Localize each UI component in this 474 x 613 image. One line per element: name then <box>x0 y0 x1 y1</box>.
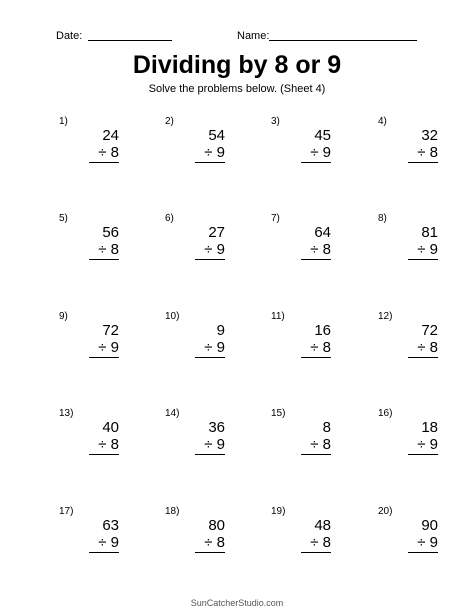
division-sign: ÷ <box>98 241 107 258</box>
problem-dividend: 40 <box>102 419 119 436</box>
problem-item <box>165 213 225 273</box>
problem-divisor-row <box>98 339 119 356</box>
division-sign: ÷ <box>98 534 107 551</box>
problem-divisor-row <box>204 534 225 551</box>
page-title: Dividing by 8 or 9 <box>132 51 342 79</box>
problem-divisor: 9 <box>429 241 438 258</box>
division-sign: ÷ <box>204 339 213 356</box>
problem-number: 7) <box>271 213 280 224</box>
problem-number: 14) <box>165 408 180 419</box>
name-label: Name: <box>237 30 270 42</box>
problem-dividend: 16 <box>314 322 331 339</box>
problem-dividend: 81 <box>421 224 438 241</box>
problem-divisor-row <box>310 339 331 356</box>
problem-item <box>165 311 225 371</box>
problem-number: 11) <box>271 311 285 322</box>
answer-line <box>301 454 331 455</box>
problem-dividend: 72 <box>102 322 119 339</box>
division-sign: ÷ <box>310 339 319 356</box>
problem-item <box>165 506 225 566</box>
division-sign: ÷ <box>204 144 213 161</box>
problem-dividend: 18 <box>421 419 438 436</box>
answer-line <box>408 454 438 455</box>
problem-divisor-row <box>310 534 331 551</box>
problem-divisor: 8 <box>322 534 331 551</box>
problem-dividend: 32 <box>421 127 438 144</box>
problem-item <box>378 311 438 371</box>
problem-dividend: 72 <box>421 322 438 339</box>
problem-dividend: 24 <box>102 127 119 144</box>
problem-dividend: 56 <box>102 224 119 241</box>
problem-divisor: 9 <box>216 241 225 258</box>
problem-number: 10) <box>165 311 180 322</box>
division-sign: ÷ <box>417 339 426 356</box>
problem-item <box>271 116 331 176</box>
problem-divisor: 8 <box>429 339 438 356</box>
problem-number: 13) <box>59 408 74 419</box>
problem-divisor-row <box>417 339 438 356</box>
problem-divisor: 9 <box>429 534 438 551</box>
problem-divisor: 9 <box>216 144 225 161</box>
problem-item <box>271 506 331 566</box>
answer-line <box>195 259 225 260</box>
problem-dividend: 63 <box>102 517 119 534</box>
answer-line <box>195 552 225 553</box>
division-sign: ÷ <box>204 534 213 551</box>
problem-number: 19) <box>271 506 286 517</box>
problem-divisor: 8 <box>110 436 119 453</box>
problem-number: 17) <box>59 506 74 517</box>
problem-number: 15) <box>271 408 286 419</box>
problem-divisor-row <box>310 144 331 161</box>
answer-line <box>301 552 331 553</box>
problem-item <box>378 116 438 176</box>
division-sign: ÷ <box>98 436 107 453</box>
problem-divisor-row <box>310 241 331 258</box>
problem-number: 16) <box>378 408 393 419</box>
problem-dividend: 48 <box>314 517 331 534</box>
problem-number: 4) <box>378 116 387 127</box>
division-sign: ÷ <box>310 144 319 161</box>
problem-item <box>378 408 438 468</box>
problem-dividend: 45 <box>314 127 331 144</box>
problem-divisor: 8 <box>110 241 119 258</box>
division-sign: ÷ <box>310 436 319 453</box>
problem-divisor-row <box>204 144 225 161</box>
footer-credit: SunCatcherStudio.com <box>190 598 284 608</box>
problem-divisor-row <box>417 534 438 551</box>
problem-divisor-row <box>417 144 438 161</box>
answer-line <box>301 259 331 260</box>
division-sign: ÷ <box>417 436 426 453</box>
answer-line <box>89 259 119 260</box>
problem-item <box>59 408 119 468</box>
problem-item <box>165 408 225 468</box>
division-sign: ÷ <box>417 144 426 161</box>
problem-dividend: 54 <box>208 127 225 144</box>
problem-dividend: 9 <box>216 322 225 339</box>
answer-line <box>89 454 119 455</box>
problem-number: 12) <box>378 311 393 322</box>
problem-divisor: 9 <box>110 534 119 551</box>
answer-line <box>195 162 225 163</box>
problem-divisor-row <box>417 241 438 258</box>
problem-divisor: 8 <box>429 144 438 161</box>
problem-item <box>271 408 331 468</box>
page-subtitle: Solve the problems below. (Sheet 4) <box>148 83 326 95</box>
problem-divisor-row <box>204 339 225 356</box>
date-field-line[interactable] <box>88 40 172 41</box>
problem-item <box>59 116 119 176</box>
answer-line <box>408 162 438 163</box>
problem-item <box>271 213 331 273</box>
division-sign: ÷ <box>98 339 107 356</box>
problem-item <box>378 213 438 273</box>
problem-divisor: 8 <box>216 534 225 551</box>
problem-dividend: 36 <box>208 419 225 436</box>
answer-line <box>89 357 119 358</box>
problem-dividend: 8 <box>322 419 331 436</box>
problem-divisor-row <box>98 534 119 551</box>
problem-divisor: 9 <box>216 436 225 453</box>
problem-number: 2) <box>165 116 174 127</box>
answer-line <box>195 454 225 455</box>
problem-number: 20) <box>378 506 393 517</box>
problem-dividend: 27 <box>208 224 225 241</box>
problem-divisor-row <box>204 241 225 258</box>
problem-item <box>59 311 119 371</box>
problem-number: 1) <box>59 116 68 127</box>
problem-divisor-row <box>417 436 438 453</box>
answer-line <box>408 357 438 358</box>
problem-item <box>378 506 438 566</box>
problem-dividend: 64 <box>314 224 331 241</box>
division-sign: ÷ <box>310 241 319 258</box>
problem-divisor-row <box>204 436 225 453</box>
answer-line <box>408 552 438 553</box>
problem-dividend: 90 <box>421 517 438 534</box>
problem-dividend: 80 <box>208 517 225 534</box>
division-sign: ÷ <box>310 534 319 551</box>
problem-item <box>165 116 225 176</box>
problem-item <box>59 506 119 566</box>
problem-divisor: 8 <box>322 339 331 356</box>
answer-line <box>408 259 438 260</box>
problem-divisor: 8 <box>110 144 119 161</box>
answer-line <box>301 162 331 163</box>
division-sign: ÷ <box>417 534 426 551</box>
problem-number: 8) <box>378 213 387 224</box>
problem-divisor: 9 <box>216 339 225 356</box>
problem-number: 5) <box>59 213 68 224</box>
problem-divisor: 9 <box>429 436 438 453</box>
problem-number: 6) <box>165 213 174 224</box>
problem-item <box>59 213 119 273</box>
division-sign: ÷ <box>204 436 213 453</box>
problem-divisor: 8 <box>322 436 331 453</box>
name-field-line[interactable] <box>269 40 417 41</box>
division-sign: ÷ <box>98 144 107 161</box>
problem-divisor-row <box>98 144 119 161</box>
date-label: Date: <box>56 30 83 42</box>
problem-divisor-row <box>310 436 331 453</box>
division-sign: ÷ <box>204 241 213 258</box>
problem-divisor: 8 <box>322 241 331 258</box>
problem-number: 18) <box>165 506 180 517</box>
answer-line <box>89 552 119 553</box>
problem-divisor-row <box>98 241 119 258</box>
problem-divisor-row <box>98 436 119 453</box>
problem-divisor: 9 <box>322 144 331 161</box>
division-sign: ÷ <box>417 241 426 258</box>
answer-line <box>195 357 225 358</box>
answer-line <box>301 357 331 358</box>
problem-number: 9) <box>59 311 68 322</box>
problem-item <box>271 311 331 371</box>
answer-line <box>89 162 119 163</box>
problem-number: 3) <box>271 116 280 127</box>
problem-divisor: 9 <box>110 339 119 356</box>
